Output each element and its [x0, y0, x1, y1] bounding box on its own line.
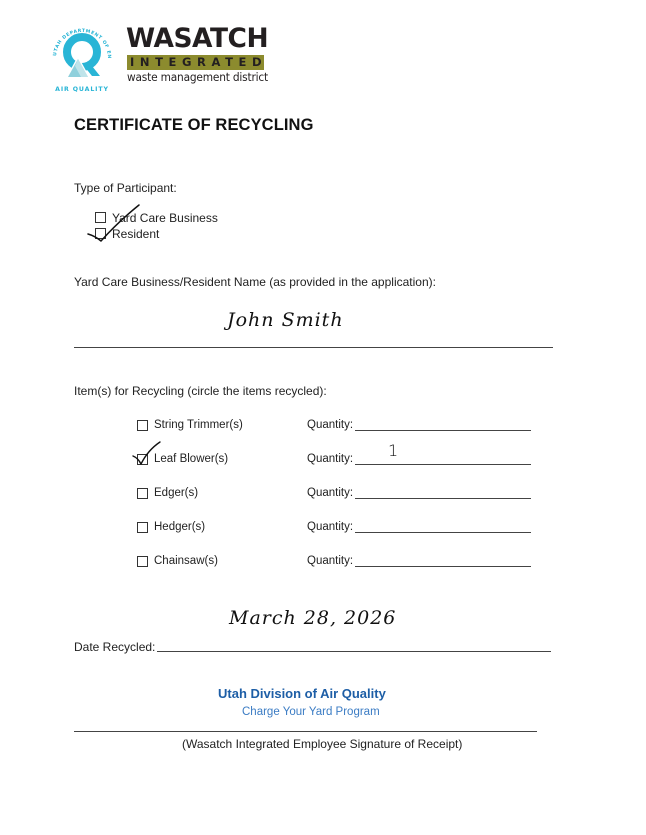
deq-ring-text: UTAH DEPARTMENT OF EN [53, 28, 112, 60]
wasatch-logo-band: INTEGRATED [127, 55, 264, 70]
date-recycled-underline [157, 651, 551, 652]
chainsaw-quantity-label: Quantity: [307, 555, 354, 567]
footer-program-name: Charge Your Yard Program [242, 706, 380, 718]
yard-care-business-label: Yard Care Business [112, 211, 218, 225]
hedger-label: Hedger(s) [154, 521, 206, 533]
date-recycled-value[interactable]: March 28, 2026 [229, 607, 397, 629]
edger-label: Edger(s) [154, 487, 199, 499]
footer-org-name: Utah Division of Air Quality [218, 686, 386, 701]
document-title: CERTIFICATE OF RECYCLING [74, 116, 314, 134]
date-recycled-label: Date Recycled: [74, 640, 156, 654]
name-field-value[interactable]: John Smith [227, 309, 344, 331]
deq-caption: AIR QUALITY [55, 86, 109, 93]
edger-quantity-line[interactable] [355, 498, 531, 499]
chainsaw-label: Chainsaw(s) [154, 555, 218, 567]
chainsaw-quantity-line[interactable] [355, 566, 531, 567]
edger-checkbox[interactable] [137, 488, 148, 499]
leaf-blower-quantity-label: Quantity: [307, 453, 354, 465]
leaf-blower-label: Leaf Blower(s) [154, 453, 229, 465]
wasatch-logo-name: WASATCH [126, 23, 269, 54]
employee-signature-caption: (Wasatch Integrated Employee Signature of Receipt) [182, 737, 463, 751]
wasatch-logo-tagline: waste management district [127, 70, 269, 84]
string-trimmer-quantity-label: Quantity: [307, 419, 354, 431]
participant-type-label: Type of Participant: [74, 181, 177, 195]
name-field-label: Yard Care Business/Resident Name (as provided in the application): [74, 275, 436, 289]
string-trimmer-label: String Trimmer(s) [154, 419, 243, 431]
edger-quantity-label: Quantity: [307, 487, 354, 499]
hedger-quantity-label: Quantity: [307, 521, 354, 533]
hedger-checkbox[interactable] [137, 522, 148, 533]
hedger-quantity-line[interactable] [355, 532, 531, 533]
items-label: Item(s) for Recycling (circle the items recycled): [74, 384, 327, 398]
leaf-blower-quantity-value[interactable]: 1 [388, 441, 399, 460]
chainsaw-checkbox[interactable] [137, 556, 148, 567]
resident-label: Resident [112, 227, 160, 241]
employee-signature-line[interactable] [74, 731, 537, 732]
